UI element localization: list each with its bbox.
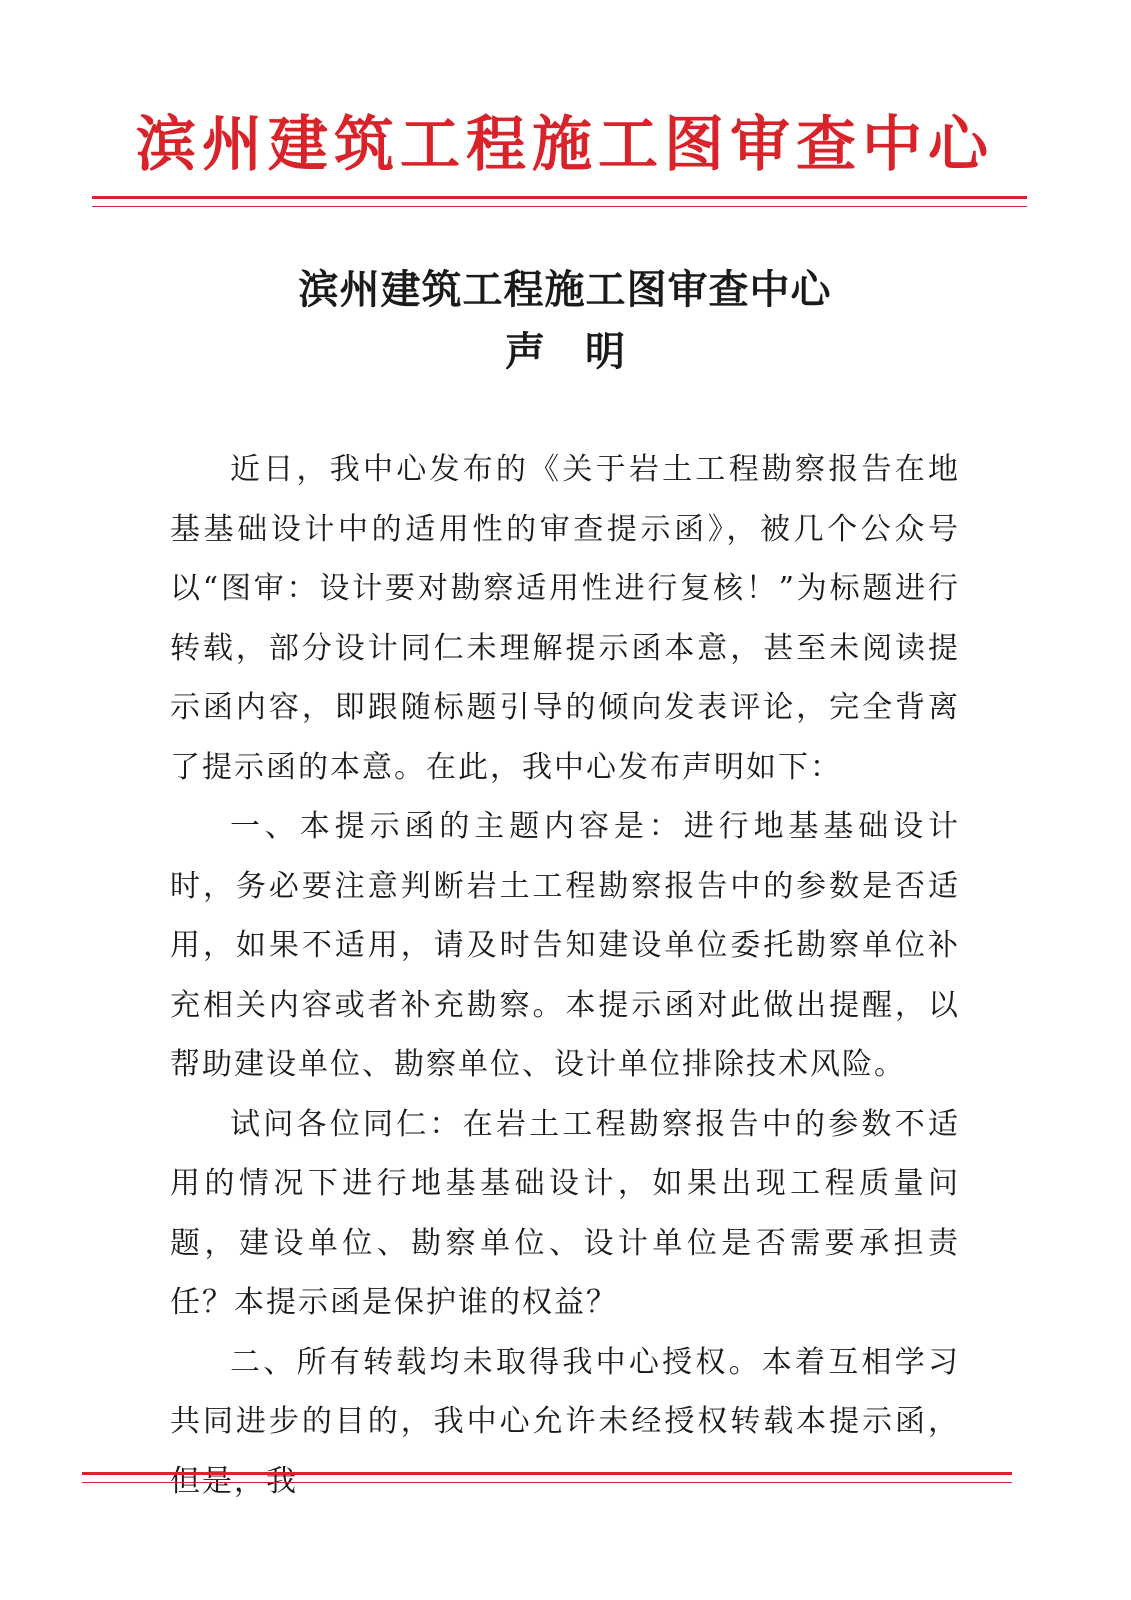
letterhead-rule-thin [92, 206, 1027, 207]
body-paragraph-point-two: 二、所有转载均未取得我中心授权。本着互相学习共同进步的目的，我中心允许未经授权转载本提示函，但是，我 [170, 1344, 960, 1499]
footer-rule-thin [82, 1482, 1012, 1483]
letterhead-org-name: 滨州建筑工程施工图审查中心 [136, 110, 994, 180]
document-body [170, 440, 960, 1511]
letterhead-rule-thick [92, 196, 1027, 199]
footer-rule-thick [82, 1472, 1012, 1475]
document-title: 滨州建筑工程施工图审查中心 [298, 266, 832, 313]
body-paragraph-question: 试问各位同仁：在岩土工程勘察报告中的参数不适用的情况下进行地基基础设计，如果出现工程质量问题，建设单位、勘察单位、设计单位是否需要承担责任？本提示函是保护谁的权益？ [170, 1106, 960, 1320]
body-paragraph-intro: 近日，我中心发布的《关于岩土工程勘察报告在地基基础设计中的适用性的审查提示函》，被几个公众号以“图审：设计要对勘察适用性进行复核！”为标题进行转载，部分设计同仁未理解提示函本意，甚至未阅读提示函内容，即跟随标题引导的倾向发表评论，完全背离了提示函的本意。在此，我中心发布声明如下： [170, 452, 960, 785]
document-subtitle: 声明 [505, 328, 665, 375]
body-paragraph-point-one: 一、本提示函的主题内容是：进行地基基础设计时，务必要注意判断岩土工程勘察报告中的参数是否适用，如果不适用，请及时告知建设单位委托勘察单位补充相关内容或者补充勘察。本提示函对此做出提醒，以帮助建设单位、勘察单位、设计单位排除技术风险。 [170, 809, 960, 1082]
